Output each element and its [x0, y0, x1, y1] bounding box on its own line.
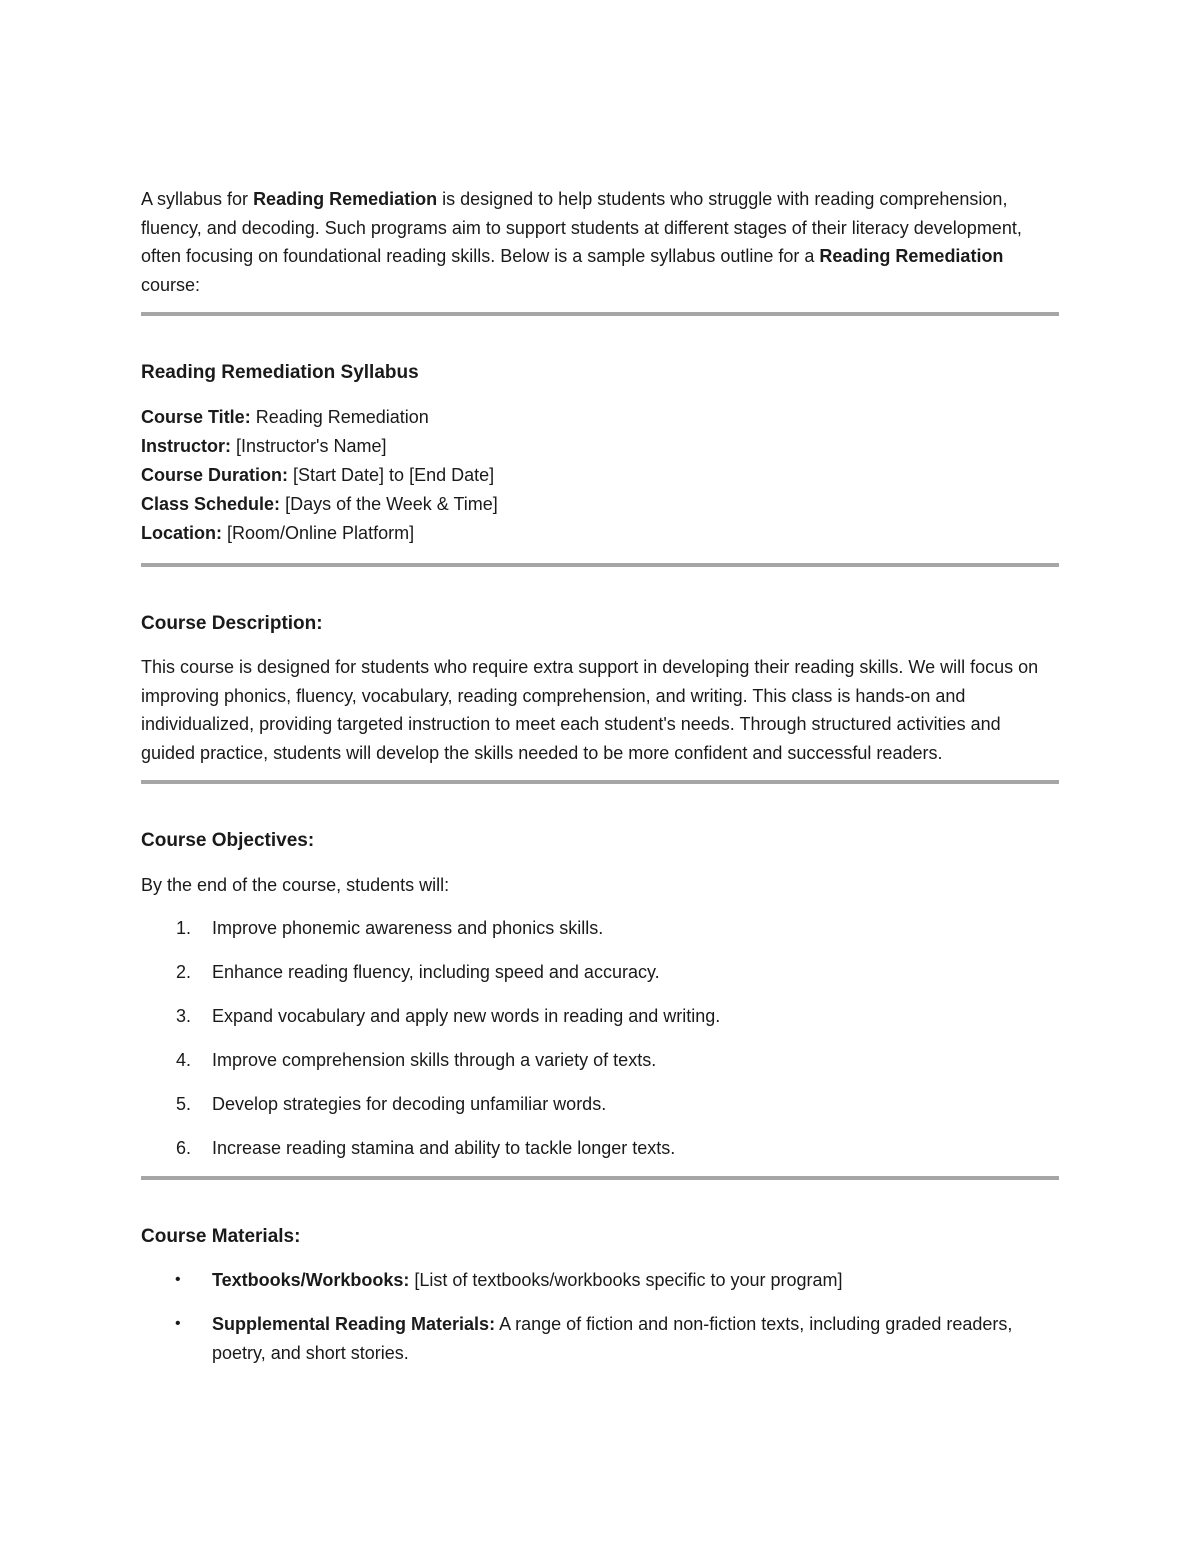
list-item: [141, 1046, 1059, 1075]
intro-paragraph: [141, 185, 1059, 299]
list-item: [141, 1002, 1059, 1031]
section-divider: [141, 780, 1059, 784]
document-page: [141, 185, 1059, 1383]
instructor-label: Instructor:: [141, 435, 231, 456]
bullet-icon: •: [175, 1315, 181, 1332]
list-item: [141, 914, 1059, 943]
course-title-line: [141, 403, 1059, 432]
material-label: Textbooks/Workbooks:: [212, 1270, 410, 1290]
section-divider: [141, 563, 1059, 567]
intro-text-2: is designed to help students who struggle with reading comprehension, fluency, and decoding. Such programs aim to support students at different stages of their literacy development, often focusing on foundational reading skills. Below is a sample syllabus outline for a: [141, 189, 1022, 266]
list-item: [141, 1090, 1059, 1119]
list-number: 5.: [176, 1094, 192, 1114]
syllabus-title: Reading Remediation Syllabus: [141, 362, 419, 383]
instructor-line: [141, 432, 1059, 461]
class-schedule-value: [Days of the Week & Time]: [280, 493, 498, 514]
list-number: 4.: [176, 1050, 192, 1070]
course-description-text: This course is designed for students who require extra support in developing their reading skills. We will focus on improving phonics, fluency, vocabulary, reading comprehension, and writing. This class is hands-on and individualized, providing targeted instruction to meet each student's needs. Through structured activities and guided practice, students will develop the skills needed to be more confident and successful readers.: [141, 657, 1039, 763]
course-materials-heading: Course Materials:: [141, 1225, 301, 1247]
intro-text-1: A syllabus for: [141, 189, 254, 209]
list-item: [141, 958, 1059, 987]
list-number: 6.: [176, 1138, 192, 1158]
intro-bold-course-name-2: Reading Remediation: [819, 246, 1004, 266]
course-duration-value: [Start Date] to [End Date]: [288, 464, 495, 485]
list-number: 3.: [176, 1006, 192, 1026]
location-value: [Room/Online Platform]: [222, 522, 415, 543]
list-item-text: Develop strategies for decoding unfamiliar words.: [212, 1094, 607, 1114]
list-item-text: Enhance reading fluency, including speed and accuracy.: [212, 962, 660, 982]
instructor-value: [Instructor's Name]: [231, 435, 387, 456]
bullet-icon: •: [175, 1271, 181, 1288]
list-item-text: Expand vocabulary and apply new words in reading and writing.: [212, 1006, 721, 1026]
course-duration-label: Course Duration:: [141, 464, 289, 485]
intro-text-3: course:: [141, 274, 201, 295]
course-info-block: [141, 403, 1059, 548]
list-number: 1.: [176, 918, 192, 938]
list-item: [141, 1134, 1059, 1163]
list-item-text: Improve comprehension skills through a variety of texts.: [212, 1050, 657, 1070]
location-label: Location:: [141, 522, 222, 543]
list-item-text: Increase reading stamina and ability to tackle longer texts.: [212, 1138, 676, 1158]
list-item-text: Improve phonemic awareness and phonics skills.: [212, 918, 604, 938]
list-item: [141, 1310, 1059, 1367]
course-duration-line: [141, 461, 1059, 490]
material-label: Supplemental Reading Materials:: [212, 1314, 496, 1334]
course-title-value: Reading Remediation: [250, 406, 429, 427]
intro-bold-course-name-1: Reading Remediation: [253, 189, 438, 209]
location-line: [141, 519, 1059, 548]
course-objectives-lead: By the end of the course, students will:: [141, 874, 450, 895]
course-objectives-heading: Course Objectives:: [141, 830, 315, 851]
class-schedule-line: [141, 490, 1059, 519]
course-description-heading: Course Description:: [141, 612, 323, 634]
material-value: [List of textbooks/workbooks specific to your program]: [409, 1270, 843, 1290]
objectives-list: [141, 914, 1059, 1163]
list-number: 2.: [176, 962, 192, 982]
class-schedule-label: Class Schedule:: [141, 493, 281, 514]
list-item: [141, 1266, 1059, 1295]
course-title-label: Course Title:: [141, 406, 251, 427]
materials-list: [141, 1266, 1059, 1367]
material-value: A range of fiction and non-fiction texts, including graded readers, poetry, and short stories.: [212, 1314, 1013, 1363]
section-divider: [141, 312, 1059, 316]
section-divider: [141, 1176, 1059, 1180]
